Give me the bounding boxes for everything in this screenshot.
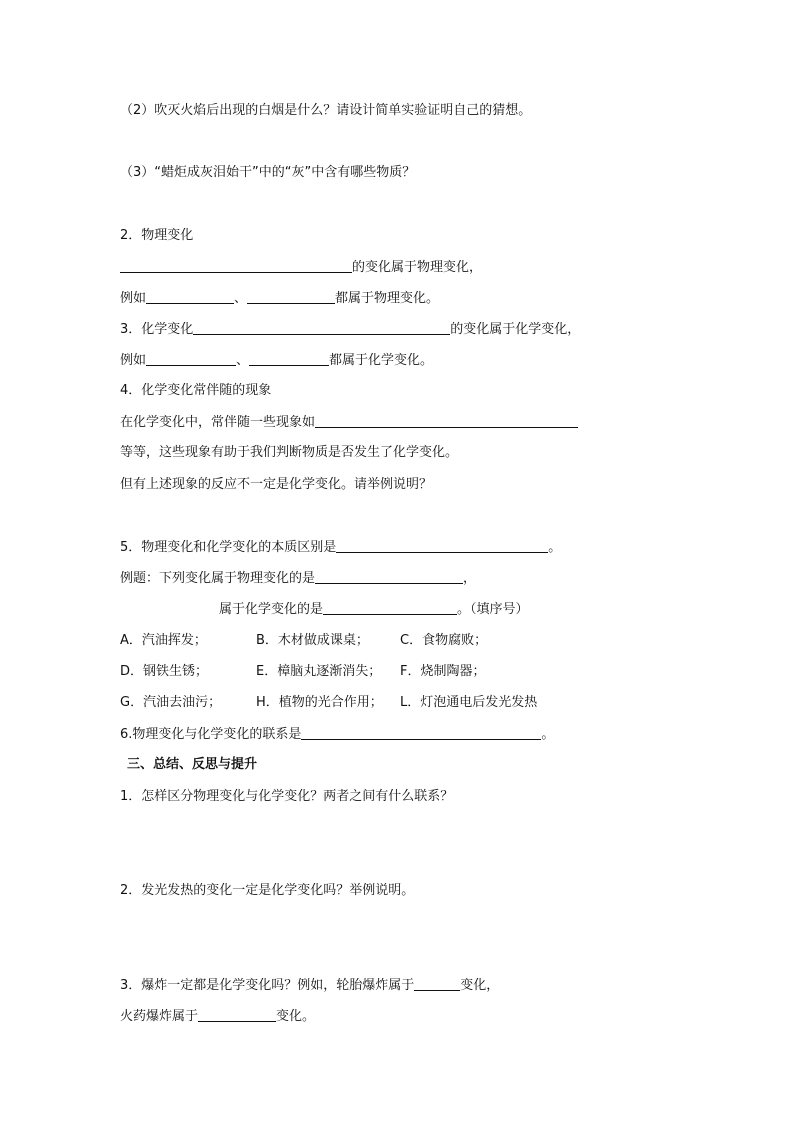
difference-prefix: 5．物理变化和化学变化的本质区别是 [120,540,337,555]
section-5-difference [120,537,561,557]
definition-suffix: 的变化属于物理变化， [352,260,483,275]
question-3-line-2-prefix: 火药爆炸属于 [120,1009,199,1024]
period: 。 [548,540,562,555]
answer-blank[interactable] [146,350,236,366]
answer-blank[interactable] [336,537,548,553]
question-1-3: （3）“蜡炬成灰泪始干”中的“灰”中含有哪些物质？ [120,165,416,180]
example-suffix: 都属于化学变化。 [329,353,434,368]
answer-blank[interactable] [315,568,463,584]
separator: 、 [234,291,248,306]
example-suffix: 都属于物理变化。 [335,291,440,306]
phenomena-prefix: 在化学变化中，常伴随一些现象如 [120,415,316,430]
section-3-definition [120,319,580,339]
separator: 、 [236,353,250,368]
option-c: C．食物腐败； [400,633,488,648]
section-4-title: 4．化学变化常伴随的现象 [120,383,272,398]
answer-blank[interactable] [414,975,460,991]
section-2-title: 2．物理变化 [120,228,194,243]
comma: ， [463,571,477,586]
relation-prefix: 6.物理变化与化学变化的联系是 [120,727,302,742]
option-e: E．樟脑丸逐渐消失； [256,664,382,679]
question-3-mid: 变化， [460,978,500,993]
answer-blank[interactable] [193,319,450,335]
option-b: B．木材做成课桌； [256,633,369,648]
section-4-line-1 [120,412,578,432]
option-a: A．汽油挥发； [120,633,207,648]
definition-suffix: 的变化属于化学变化， [450,322,581,337]
answer-blank[interactable] [315,412,578,428]
section-6-relation [120,724,554,744]
section-3-examples [120,350,433,370]
section-3-title: 3．化学变化 [120,322,194,337]
section-2-examples [120,288,439,308]
answer-blank[interactable] [146,288,234,304]
example-prefix: 例如 [120,353,147,368]
section-4-line-2: 等等，这些现象有助于我们判断物质是否发生了化学变化。 [120,445,459,460]
part-3-question-3 [120,975,499,995]
example-question-chem [219,599,529,619]
example-question [120,568,476,588]
option-f: F．烧制陶器； [400,664,486,679]
option-g: G．汽油去油污； [120,695,222,710]
answer-blank[interactable] [323,599,457,615]
answer-blank[interactable] [120,257,352,273]
chem-suffix: 。（填序号） [457,602,529,617]
option-d: D．钢铁生锈； [120,664,209,679]
question-1-2: （2）吹灭火焰后出现的白烟是什么？请设计简单实验证明自己的猜想。 [120,103,532,118]
answer-blank[interactable] [247,288,335,304]
section-2-definition [120,257,482,277]
option-h: H．植物的光合作用； [256,695,383,710]
part-3-question-1: 1．怎样区分物理变化与化学变化？两者之间有什么联系？ [120,789,454,804]
answer-blank[interactable] [249,350,329,366]
part-3-question-3-line-2 [120,1006,315,1026]
option-l: L．灯泡通电后发光发热 [400,695,538,710]
chem-prefix: 属于化学变化的是 [219,602,324,617]
part-3-heading: 三、总结、反思与提升 [127,757,258,772]
example-prefix: 例如 [120,291,147,306]
answer-blank[interactable] [301,724,541,740]
answer-blank[interactable] [198,1006,276,1022]
part-3-question-2: 2．发光发热的变化一定是化学变化吗？举例说明。 [120,883,415,898]
example-question-prefix: 例题：下列变化属于物理变化的是 [120,571,316,586]
question-3-prefix: 3．爆炸一定都是化学变化吗？例如，轮胎爆炸属于 [120,978,415,993]
period: 。 [541,727,555,742]
section-4-line-3: 但有上述现象的反应不一定是化学变化。请举例说明？ [120,477,433,492]
question-3-line-2-suffix: 变化。 [276,1009,316,1024]
